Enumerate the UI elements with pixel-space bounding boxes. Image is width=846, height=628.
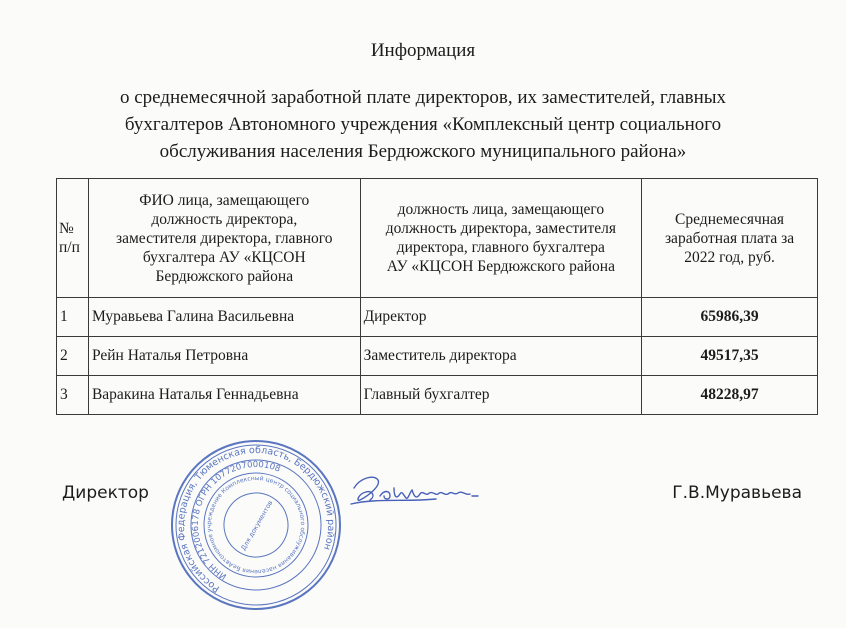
row-num: 1 <box>57 298 89 337</box>
header-line: заработная плата за <box>664 229 795 247</box>
header-line: директора, главного бухгалтера <box>396 239 605 256</box>
seal-outer-text: Российская Федерация, Тюменская область, Бердюжский район <box>175 444 337 595</box>
header-fio <box>88 179 360 298</box>
header-line: 2022 год, руб. <box>684 248 775 266</box>
header-line: должность директора, <box>151 210 298 228</box>
header-line: № <box>59 220 74 237</box>
header-position <box>360 179 642 298</box>
handwritten-signature <box>346 466 496 516</box>
row-position: Заместитель директора <box>360 337 642 376</box>
table-row <box>57 337 818 376</box>
table-row <box>57 376 818 415</box>
table-header-row <box>57 179 818 298</box>
row-salary: 48228,97 <box>642 376 818 415</box>
seal-center-text: Для документов <box>239 499 275 552</box>
row-fio: Муравьева Галина Васильевна <box>88 298 360 337</box>
header-line: должность директора, заместителя <box>385 220 616 237</box>
table-row <box>57 298 818 337</box>
row-fio: Рейн Наталья Петровна <box>88 337 360 376</box>
row-fio: Варакина Наталья Геннадьевна <box>88 376 360 415</box>
row-salary: 49517,35 <box>642 337 818 376</box>
header-line: Бердюжского района <box>155 267 294 285</box>
seal-middle-text: ИНН 7212006178 ОГРН 1077207000108 <box>190 459 282 582</box>
row-salary: 65986,39 <box>642 298 818 337</box>
salary-table <box>56 178 818 415</box>
subtitle-line: бухгалтеров Автономного учреждения «Комплексный центр социального <box>124 114 722 135</box>
subtitle-line: о среднемесячной заработной плате директоров, их заместителей, главных <box>119 87 727 108</box>
official-seal-stamp <box>168 437 344 613</box>
document-subtitle <box>60 84 786 165</box>
row-num: 3 <box>57 376 89 415</box>
header-line: Среднемесячная <box>675 210 785 228</box>
seal-inner-text: Автономное учреждение Комплексный центр социального обслуживания населения Бердюжского <box>205 474 307 576</box>
signer-role: Директор <box>62 483 149 503</box>
header-line: бухгалтера АУ «КЦСОН <box>142 248 306 266</box>
subtitle-line: обслуживания населения Бердюжского муниципального района» <box>159 141 687 162</box>
row-position: Директор <box>360 298 642 337</box>
header-line: ФИО лица, замещающего <box>139 191 310 209</box>
signer-name: Г.В.Муравьева <box>672 483 802 503</box>
header-line: АУ «КЦСОН Бердюжского района <box>386 258 615 275</box>
document-title: Информация <box>370 40 476 61</box>
header-line: должность лица, замещающего <box>397 201 605 218</box>
row-position: Главный бухгалтер <box>360 376 642 415</box>
header-num <box>57 179 89 298</box>
header-line: заместителя директора, главного <box>116 229 333 247</box>
header-salary <box>642 179 818 298</box>
header-line: п/п <box>59 239 80 256</box>
row-num: 2 <box>57 337 89 376</box>
